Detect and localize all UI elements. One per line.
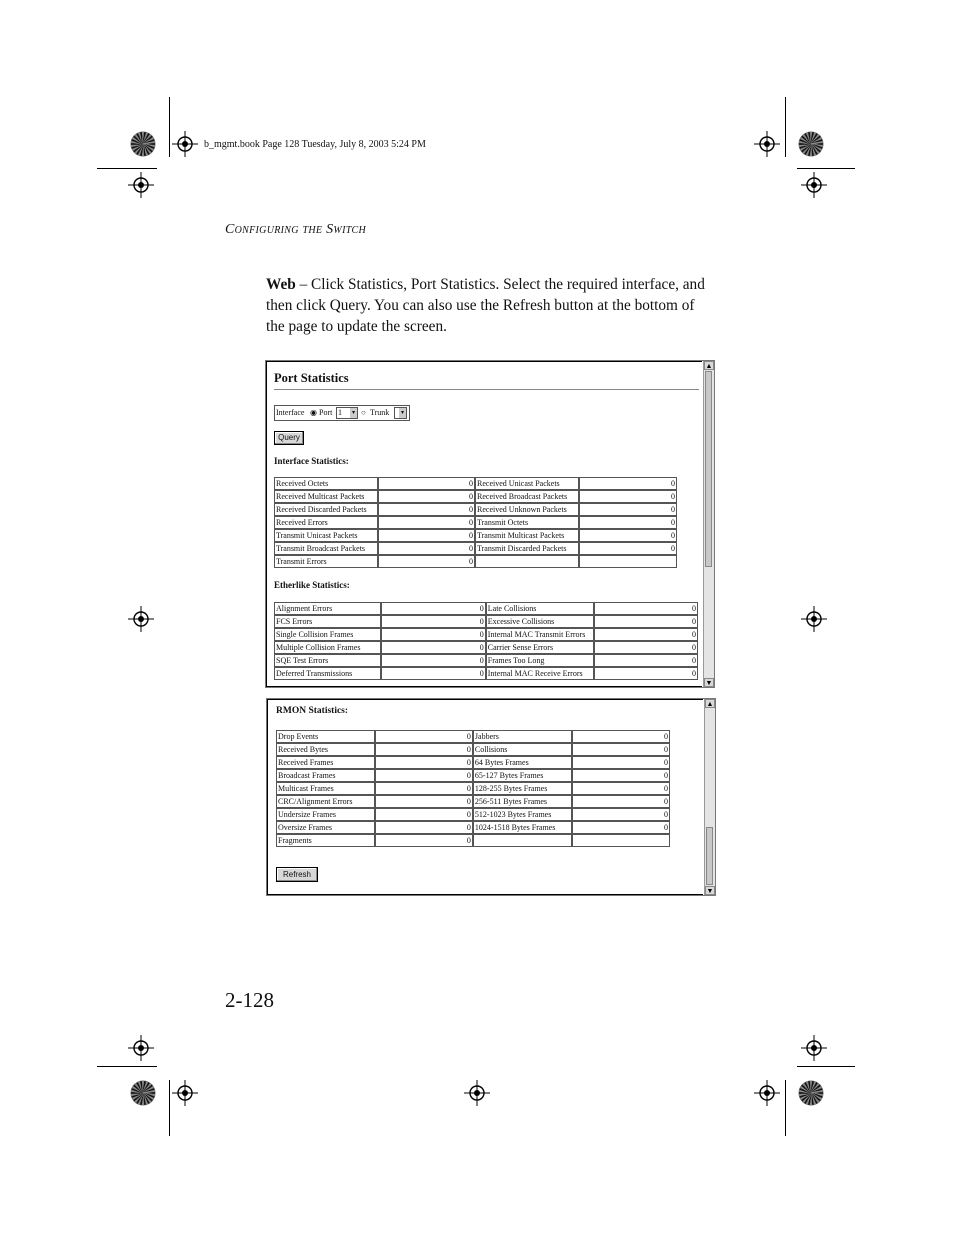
stat-value: 0 bbox=[572, 782, 670, 795]
starburst-mark-icon bbox=[130, 1080, 156, 1110]
table-row bbox=[274, 516, 677, 529]
crosshair-mark-icon bbox=[464, 1080, 490, 1110]
vertical-scrollbar[interactable] bbox=[703, 361, 714, 687]
stat-value: 0 bbox=[375, 769, 473, 782]
stat-label: Transmit Unicast Packets bbox=[274, 529, 378, 542]
crosshair-mark-icon bbox=[801, 606, 827, 636]
crop-line bbox=[97, 1066, 157, 1067]
crosshair-mark-icon bbox=[128, 172, 154, 202]
chevron-down-icon: ▾ bbox=[400, 410, 404, 416]
table-row bbox=[274, 542, 677, 555]
stat-label: Broadcast Frames bbox=[276, 769, 375, 782]
stat-label: Received Frames bbox=[276, 756, 375, 769]
table-row bbox=[274, 503, 677, 516]
book-file-header: b_mgmt.book Page 128 Tuesday, July 8, 2003 5:24 PM bbox=[204, 139, 426, 150]
stat-label: Fragments bbox=[276, 834, 375, 847]
vertical-scrollbar[interactable] bbox=[704, 699, 715, 895]
stat-value: 0 bbox=[594, 641, 698, 654]
table-row bbox=[274, 602, 698, 615]
table-row bbox=[276, 808, 670, 821]
stat-label: Received Discarded Packets bbox=[274, 503, 378, 516]
stat-value: 0 bbox=[381, 602, 485, 615]
page-number: 2-128 bbox=[225, 988, 274, 1012]
stat-value: 0 bbox=[381, 628, 485, 641]
port-radio[interactable]: ◉ bbox=[310, 408, 317, 417]
stat-label: Received Multicast Packets bbox=[274, 490, 378, 503]
stat-label: Internal MAC Transmit Errors bbox=[486, 628, 594, 641]
stat-value: 0 bbox=[579, 477, 677, 490]
stat-value: 0 bbox=[375, 730, 473, 743]
stat-value: 0 bbox=[378, 503, 475, 516]
trunk-select[interactable] bbox=[394, 407, 407, 419]
stat-value: 0 bbox=[572, 821, 670, 834]
stat-label: Multicast Frames bbox=[276, 782, 375, 795]
starburst-mark-icon bbox=[798, 131, 824, 161]
stat-label: SQE Test Errors bbox=[274, 654, 381, 667]
stat-value: 0 bbox=[381, 615, 485, 628]
interface-label: Interface bbox=[276, 408, 305, 417]
stat-label: Received Errors bbox=[274, 516, 378, 529]
table-row bbox=[276, 821, 670, 834]
table-row bbox=[276, 834, 670, 847]
stat-label: Transmit Multicast Packets bbox=[475, 529, 579, 542]
interface-selector bbox=[274, 405, 410, 421]
stat-value: 0 bbox=[381, 667, 485, 680]
stat-value: 0 bbox=[375, 743, 473, 756]
table-row bbox=[276, 769, 670, 782]
table-row bbox=[274, 490, 677, 503]
table-row bbox=[276, 730, 670, 743]
port-select-value: 1 bbox=[338, 408, 342, 417]
stat-value: 0 bbox=[375, 808, 473, 821]
stat-label: Jabbers bbox=[473, 730, 573, 743]
table-row bbox=[274, 654, 698, 667]
stat-value: 0 bbox=[381, 654, 485, 667]
table-row bbox=[276, 743, 670, 756]
stat-value: 0 bbox=[378, 555, 475, 568]
starburst-mark-icon bbox=[130, 131, 156, 161]
stat-value: 0 bbox=[594, 602, 698, 615]
stat-label: Transmit Errors bbox=[274, 555, 378, 568]
stat-value: 0 bbox=[375, 795, 473, 808]
stat-label: Received Bytes bbox=[276, 743, 375, 756]
port-statistics-window bbox=[265, 360, 715, 688]
table-row bbox=[274, 628, 698, 641]
stat-label: Transmit Discarded Packets bbox=[475, 542, 579, 555]
stat-label: Internal MAC Receive Errors bbox=[486, 667, 594, 680]
stat-label: 1024-1518 Bytes Frames bbox=[473, 821, 573, 834]
scroll-thumb[interactable] bbox=[705, 371, 712, 567]
stat-label: Alignment Errors bbox=[274, 602, 381, 615]
stat-value: 0 bbox=[378, 490, 475, 503]
crop-line bbox=[797, 168, 855, 169]
stat-label: Multiple Collision Frames bbox=[274, 641, 381, 654]
table-row bbox=[274, 555, 677, 568]
rmon-statistics-window bbox=[266, 698, 716, 896]
stat-label: Drop Events bbox=[276, 730, 375, 743]
stat-value: 0 bbox=[375, 834, 473, 847]
stat-value: 0 bbox=[572, 769, 670, 782]
trunk-radio[interactable]: ○ bbox=[361, 408, 366, 417]
port-label: Port bbox=[319, 408, 333, 417]
stat-value: 0 bbox=[579, 503, 677, 516]
intro-paragraph bbox=[266, 274, 711, 337]
table-row bbox=[274, 529, 677, 542]
crosshair-mark-icon bbox=[801, 172, 827, 202]
table-row bbox=[276, 782, 670, 795]
stat-value: 0 bbox=[594, 628, 698, 641]
stat-value: 0 bbox=[378, 477, 475, 490]
stat-value: 0 bbox=[594, 654, 698, 667]
crop-line bbox=[97, 168, 157, 169]
stat-value: 0 bbox=[579, 490, 677, 503]
stat-label bbox=[473, 834, 573, 847]
stat-value: 0 bbox=[594, 615, 698, 628]
crosshair-mark-icon bbox=[128, 606, 154, 636]
intro-text: – Click Statistics, Port Statistics. Select the required interface, and then click Query. You can also use the Refresh button at the bottom of the page to update the screen. bbox=[266, 276, 705, 335]
stat-label: Deferred Transmissions bbox=[274, 667, 381, 680]
crosshair-mark-icon bbox=[754, 1080, 780, 1110]
stat-label: CRC/Alignment Errors bbox=[276, 795, 375, 808]
stat-value: 0 bbox=[579, 529, 677, 542]
stat-label: Transmit Octets bbox=[475, 516, 579, 529]
stat-label: Carrier Sense Errors bbox=[486, 641, 594, 654]
stat-label: 128-255 Bytes Frames bbox=[473, 782, 573, 795]
stat-value bbox=[572, 834, 670, 847]
stat-label: 65-127 Bytes Frames bbox=[473, 769, 573, 782]
stat-value bbox=[579, 555, 677, 568]
stat-label: Undersize Frames bbox=[276, 808, 375, 821]
stat-label: Frames Too Long bbox=[486, 654, 594, 667]
stat-label: Received Unknown Packets bbox=[475, 503, 579, 516]
stat-label: Received Octets bbox=[274, 477, 378, 490]
trunk-label: Trunk bbox=[370, 408, 390, 417]
port-select[interactable] bbox=[336, 407, 358, 419]
stat-value: 0 bbox=[375, 756, 473, 769]
stat-value: 0 bbox=[572, 756, 670, 769]
stat-label: 64 Bytes Frames bbox=[473, 756, 573, 769]
stat-value: 0 bbox=[375, 782, 473, 795]
section-title: Configuring the Switch bbox=[225, 222, 367, 237]
stat-value: 0 bbox=[579, 516, 677, 529]
stat-label: Late Collisions bbox=[486, 602, 594, 615]
scroll-up-arrow-icon[interactable]: ▲ bbox=[705, 362, 713, 370]
stat-value: 0 bbox=[572, 795, 670, 808]
stat-label: Transmit Broadcast Packets bbox=[274, 542, 378, 555]
interface-statistics-table bbox=[274, 477, 677, 568]
page-title: Port Statistics bbox=[274, 371, 349, 385]
crop-line bbox=[785, 97, 786, 157]
stat-value: 0 bbox=[375, 821, 473, 834]
crosshair-mark-icon bbox=[801, 1035, 827, 1065]
refresh-button[interactable]: Refresh bbox=[276, 867, 318, 882]
crop-line bbox=[169, 1080, 170, 1136]
scroll-down-arrow-icon[interactable]: ▼ bbox=[705, 679, 713, 687]
crop-line bbox=[785, 1080, 786, 1136]
crosshair-mark-icon bbox=[128, 1035, 154, 1065]
stat-label: Received Broadcast Packets bbox=[475, 490, 579, 503]
stat-label: Excessive Collisions bbox=[486, 615, 594, 628]
scroll-up-arrow-icon[interactable]: ▲ bbox=[706, 700, 714, 708]
chevron-down-icon: ▾ bbox=[351, 410, 355, 416]
table-row bbox=[276, 795, 670, 808]
stat-label: Single Collision Frames bbox=[274, 628, 381, 641]
stat-label: Oversize Frames bbox=[276, 821, 375, 834]
stat-value: 0 bbox=[594, 667, 698, 680]
title-divider bbox=[274, 389, 699, 390]
rmon-statistics-heading: RMON Statistics: bbox=[276, 706, 349, 716]
stat-label: FCS Errors bbox=[274, 615, 381, 628]
stat-value: 0 bbox=[572, 730, 670, 743]
scroll-down-arrow-icon[interactable]: ▼ bbox=[706, 887, 714, 895]
intro-bold: Web bbox=[266, 276, 296, 293]
stat-label: 256-511 Bytes Frames bbox=[473, 795, 573, 808]
crosshair-mark-icon bbox=[172, 131, 198, 161]
crosshair-mark-icon bbox=[754, 131, 780, 161]
etherlike-statistics-table bbox=[274, 602, 698, 680]
table-row bbox=[274, 641, 698, 654]
crop-line bbox=[797, 1066, 855, 1067]
stat-label: Received Unicast Packets bbox=[475, 477, 579, 490]
stat-value: 0 bbox=[378, 529, 475, 542]
crop-line bbox=[169, 97, 170, 157]
table-row bbox=[274, 667, 698, 680]
table-row bbox=[274, 615, 698, 628]
stat-value: 0 bbox=[378, 516, 475, 529]
interface-statistics-heading: Interface Statistics: bbox=[274, 456, 349, 466]
stat-value: 0 bbox=[572, 808, 670, 821]
scroll-thumb[interactable] bbox=[706, 827, 713, 885]
table-row bbox=[276, 756, 670, 769]
stat-value: 0 bbox=[378, 542, 475, 555]
stat-value: 0 bbox=[579, 542, 677, 555]
stat-value: 0 bbox=[381, 641, 485, 654]
stat-value: 0 bbox=[572, 743, 670, 756]
etherlike-statistics-heading: Etherlike Statistics: bbox=[274, 580, 350, 590]
stat-label bbox=[475, 555, 579, 568]
stat-label: 512-1023 Bytes Frames bbox=[473, 808, 573, 821]
starburst-mark-icon bbox=[798, 1080, 824, 1110]
query-button[interactable]: Query bbox=[274, 431, 304, 445]
rmon-statistics-table bbox=[276, 730, 670, 847]
crosshair-mark-icon bbox=[172, 1080, 198, 1110]
table-row bbox=[274, 477, 677, 490]
stat-label: Collisions bbox=[473, 743, 573, 756]
